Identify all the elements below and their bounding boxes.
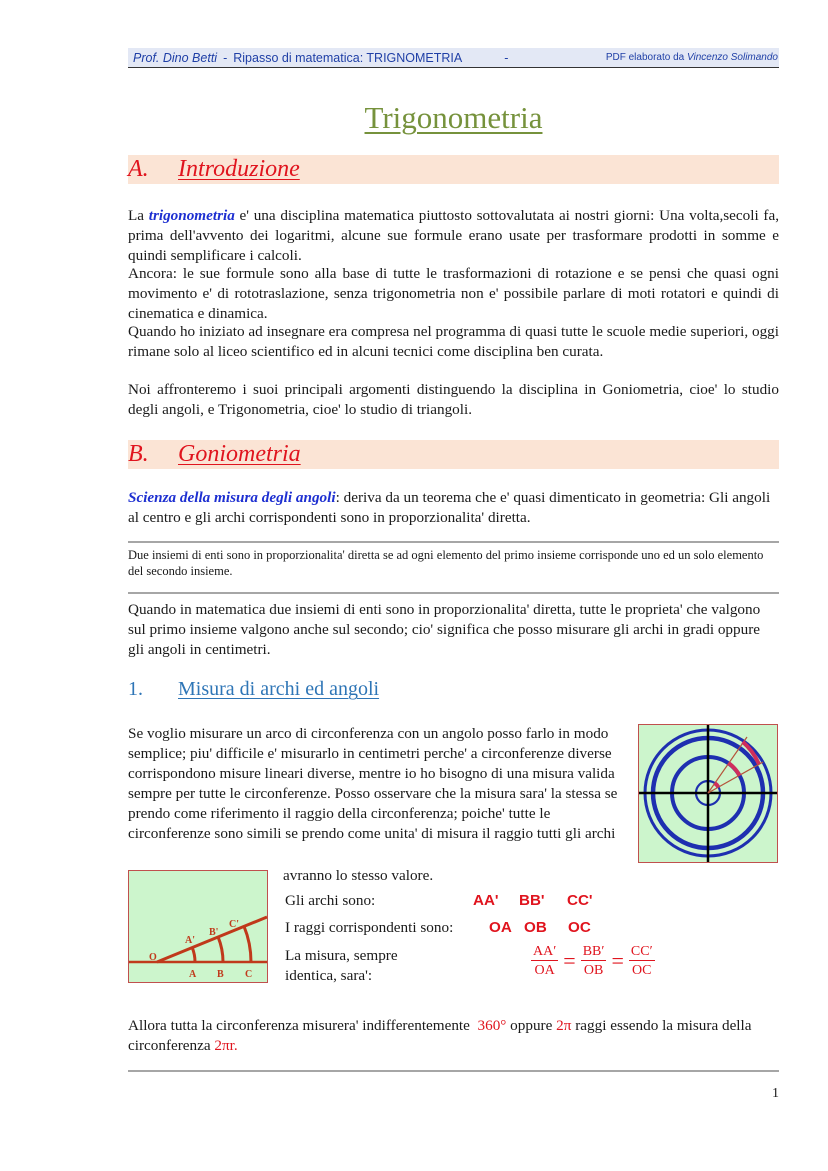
subsection-number: 1. [128,678,143,700]
arc-bb: BB' [519,892,545,909]
value-360-degrees: 360° [477,1017,507,1034]
equals-sign: = [611,948,624,973]
subsection-heading-1 [128,678,379,701]
arc-aa: AA' [473,892,499,909]
running-header [128,48,779,68]
section-label: Goniometria [178,441,301,467]
goniometria-paragraph-2: Quando in matematica due insiemi di enti sono in proporzionalita' diretta, tutte le proprieta' che valgono sul primo insieme valgono anche sul secondo; cio' significa che posso misurare gli archi in gradi oppure gli angoli in centimetri. [128,601,761,658]
ratio-equation [528,944,658,978]
conclusion-paragraph [128,1016,779,1056]
divider [128,541,779,543]
radius-oc: OC [568,919,591,936]
goniometria-paragraph-1 [128,488,779,528]
keyword-trigonometria: trigonometria [148,207,235,224]
fraction [531,944,558,978]
label-C: C [245,969,253,980]
header-separator-2: - [504,50,509,65]
intro-paragraph-4: Noi affronteremo i suoi principali argomenti distinguendo la disciplina in Goniometria, cioe' lo studio degli angoli, e Trigonometria, cioe' lo studio di triangoli. [128,381,779,418]
radius-ob: OB [524,919,547,936]
section-number: A. [128,156,149,182]
fraction [629,944,655,978]
keyword-scienza: Scienza della misura degli angoli [128,489,336,506]
text: Allora tutta la circonferenza misurera' indifferentemente [128,1017,470,1034]
section-number: B. [128,441,149,467]
text: raggi essendo la misura della circonferenza [128,1017,752,1054]
measure-label-1: La misura, sempre [285,947,398,964]
denominator: OB [583,963,604,978]
value-2pi: 2π [556,1017,572,1034]
radius-oa: OA [489,919,512,936]
equals-sign: = [563,948,576,973]
text: La [128,207,145,224]
label-A1: A' [185,935,195,946]
label-C1: C' [229,919,239,930]
subsection-label: Misura di archi ed angoli [178,678,380,700]
numerator: CC′ [630,944,653,959]
arcs-paragraph-continued: avranno lo stesso valore. [283,867,434,884]
radii-label: I raggi corrispondenti sono: [285,919,454,936]
concentric-circles-diagram [639,725,777,862]
label-O: O [149,952,157,963]
arc-radius-figure [128,870,268,983]
arc-radius-diagram [129,871,267,982]
header-credit-name: Vincenzo Solimando [687,52,778,63]
numerator: AA′ [533,944,557,959]
page-number: 1 [772,1086,779,1101]
section-heading-a [128,155,779,184]
divider [128,592,779,594]
arcs-label: Gli archi sono: [285,892,376,909]
concentric-circles-figure [638,724,778,863]
header-course: Ripasso di matematica: TRIGNOMETRIA [233,50,463,65]
header-separator: - [223,50,228,65]
arcs-paragraph: Se voglio misurare un arco di circonferenza con un angolo posso farlo in modo semplice; piu' difficile e' misurarlo in centimetri perche' a circonferenze diverse corrispondono misure lineari diverse, mentre io ho bisogno di una misura valida sempre per tutte le circonferenze. Posso osservare che la misura sara' la stessa se prendo come riferimento il raggio della circonferenza; poiche' tutte le circonferenze sono simili se prendo come unita' di misura il raggio tutti gli archi [128,725,618,842]
header-author: Prof. Dino Betti [133,50,218,65]
denominator: OC [632,963,652,978]
label-B: B [217,969,224,980]
text: oppure [510,1017,553,1034]
value-2pi-r: 2πr. [214,1037,238,1054]
fraction [581,944,607,978]
denominator: OA [534,963,555,978]
section-label: Introduzione [178,156,300,182]
definition-note: Due insiemi di enti sono in proporzionalita' diretta se ad ogni elemento del primo insieme corrisponde uno ed un solo elemento del secondo insieme. [128,548,764,578]
header-credit [606,52,779,63]
footer-divider [128,1070,779,1072]
text: e' una disciplina matematica piuttosto sottovalutata ai nostri giorni: Una volta,secoli fa, prima dell'avvento dei logaritmi, alcune sue formule erano usate per trasformare prodotti in somme e quindi semplificare i calcoli. [128,207,779,264]
intro-paragraph-2: Ancora: le sue formule sono alla base di tutte le trasformazioni di rotazione e se pensi che quasi ogni movimento e' di rototraslazione, senza trigonometria non e' possibile parlare di moti rotatori e quindi di cinematica e dinamica. [128,265,779,322]
page-title: Trigonometria [364,100,543,135]
intro-paragraph-3: Quando ho iniziato ad insegnare era compresa nel programma di quasi tutte le scuole medie superiori, oggi rimane solo al liceo scientifico ed in alcuni tecnici come disciplina ben curata. [128,323,779,360]
header-credit-prefix: PDF elaborato da [605,52,685,63]
label-A: A [189,969,197,980]
numerator: BB′ [582,944,605,959]
intro-paragraph-1 [128,206,779,266]
text: : deriva da un teorema che e' quasi dimenticato in geometria: Gli angoli al centro e gli archi corrispondenti sono in proporzionalita' diretta. [128,489,771,526]
arc-cc: CC' [567,892,593,909]
section-heading-b [128,440,779,469]
label-B1: B' [209,927,219,938]
measure-label-2: identica, sara': [285,967,373,984]
